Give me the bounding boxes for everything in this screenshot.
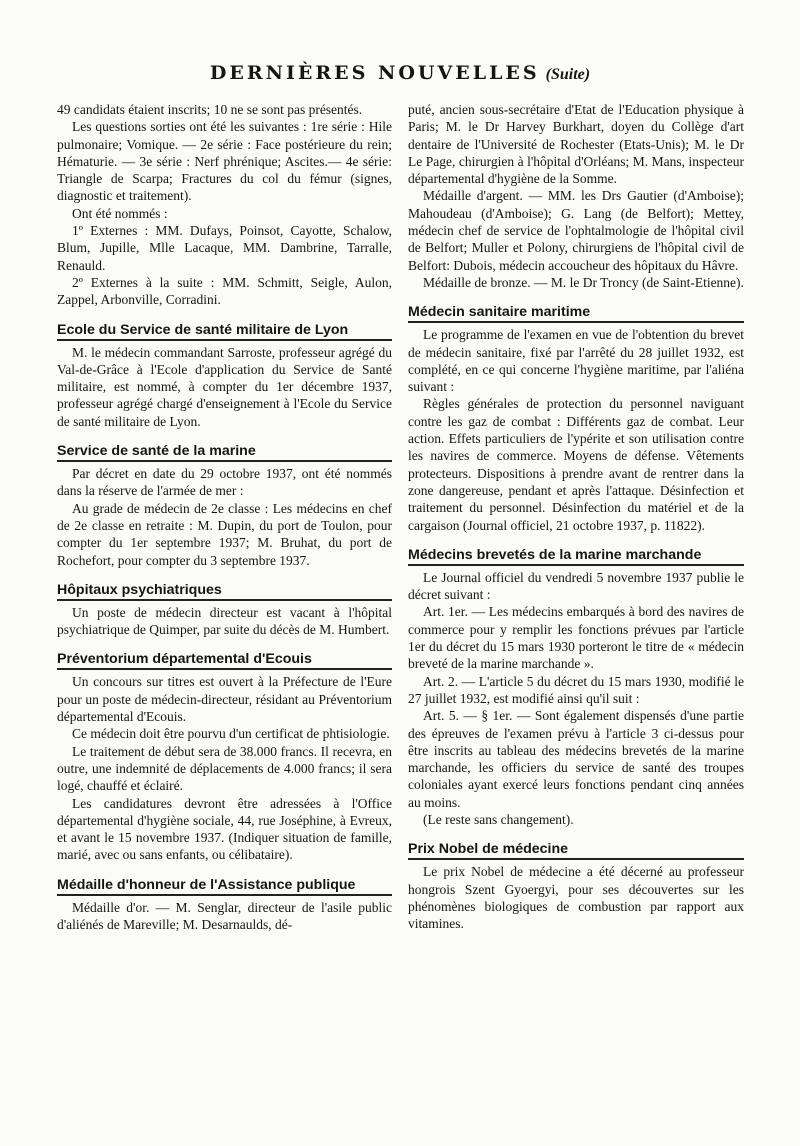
- paragraph: (Le reste sans changement).: [423, 811, 574, 827]
- section-hopitaux: [57, 581, 392, 639]
- paragraph: M. le médecin commandant Sarroste, professeur agrégé du Val-de-Grâce à l'Ecole d'application du Service de Santé militaire, est nommé, à compter du 1er décembre 1937, professeur agrégé chargé d'enseignement à l'Ecole du Service de santé militaire de Lyon.: [57, 344, 392, 429]
- section-brevetes: [408, 546, 744, 828]
- right-column: [408, 101, 744, 932]
- section-ecole-lyon: [57, 321, 392, 430]
- section-title: Préventorium départemental d'Ecouis: [57, 650, 392, 670]
- paragraph: Ont été nommés :: [72, 205, 168, 221]
- section-nobel: [408, 840, 744, 932]
- section-title: Service de santé de la marine: [57, 442, 392, 462]
- section-title: Médecins brevetés de la marine marchande: [408, 546, 744, 566]
- paragraph: Art. 5. — § 1er. — Sont également dispensés d'une partie des épreuves de l'examen prévu à l'article 3 ci-dessus pour être inscrits au tableau des médecins brevetés de la marine marchande, les officiers du service de santé des troupes coloniales ayant exercé leurs fonctions pendant cinq années au moins.: [408, 708, 744, 810]
- section-title: Hôpitaux psychiatriques: [57, 581, 392, 601]
- paragraph: puté, ancien sous-secrétaire d'Etat de l'Education physique à Paris; M. le Dr Harvey Burkhart, doyen du Collège d'art dentaire de l'Université de Rochester (Etats-Unis); M. le Dr Le Page, chirurgien à l'hôpital d'Orléans; M. Mans, inspecteur départemental d'hygiène de la Somme.: [408, 102, 744, 187]
- paragraph: Au grade de médecin de 2e classe : Les médecins en chef de 2e classe en retraite : M. Dupin, du port de Toulon, pour compter du 1er septembre 1937; M. Bruhat, du port de Rochefort, pour compter du 3 septembre 1937.: [57, 500, 392, 568]
- paragraph: Art. 1er. — Les médecins embarqués à bord des navires de commerce pour y remplir les fonctions prévues par l'article 1er du décret du 15 mars 1930 porteront le titre de « médecin breveté de la marine marchande ».: [408, 604, 744, 672]
- paragraph: Ce médecin doit être pourvu d'un certificat de phtisiologie.: [72, 726, 390, 742]
- section-medaille: [57, 876, 392, 934]
- paragraph: 2º Externes à la suite : MM. Schmitt, Seigle, Aulon, Zappel, Arbonville, Corradini.: [57, 274, 392, 308]
- paragraph: Les candidatures devront être adressées à l'Office départemental d'hygiène sociale, 44, rue Joséphine, à Evreux, et avant le 15 novembre 1937. (Indiquer situation de famille, marié, avec ou sans enfants, ou célibataire).: [57, 795, 392, 863]
- section-title: Prix Nobel de médecine: [408, 840, 744, 860]
- paragraph: 1º Externes : MM. Dufays, Poinsot, Cayotte, Schalow, Blum, Jupille, Mlle Lacaque, MM. Dambrine, Tarralle, Renauld.: [57, 223, 392, 273]
- paragraph: Médaille d'argent. — MM. les Drs Gautier (d'Amboise); Mahoudeau (d'Amboise); G. Lang (de Belfort); Mettey, médecin chef de service de l'ophtalmologie de l'hôpital civil de Belfort; Muller et Polony, chirurgiens de l'hôpital civil de Belfort: Dubois, médecin accoucheur des hôpitaux du Hâvre.: [408, 188, 744, 273]
- paragraph: Un concours sur titres est ouvert à la Préfecture de l'Eure pour un poste de médecin-directeur, résidant au Préventorium départemental d'Ecouis.: [57, 674, 392, 725]
- page-header: [0, 62, 800, 84]
- page-title: DERNIÈRES NOUVELLES: [209, 62, 540, 84]
- paragraph: Un poste de médecin directeur est vacant à l'hôpital psychiatrique de Quimper, par suite du décès de M. Humbert.: [57, 604, 392, 638]
- paragraph: Médaille de bronze. — M. le Dr Troncy (de Saint-Etienne).: [423, 274, 744, 290]
- paragraph: 49 candidats étaient inscrits; 10 ne se sont pas présentés.: [57, 102, 363, 117]
- section-preventorium: [57, 650, 392, 863]
- paragraph: Le prix Nobel de médecine a été décerné au professeur hongrois Szent Gyoergyi, pour ses découvertes sur les phénomènes biologiques de combustion par rapport aux vitamines.: [408, 864, 744, 932]
- paragraph: Les questions sorties ont été les suivantes : 1re série : Hile pulmonaire; Vomique. — 2e série : Face postérieure du rein; Hématurie. — 3e série : Nerf phrénique; Ascites.— 4e série: Triangle de Scarpa; Fractures du col du fémur (signes, diagnostic et traitement).: [57, 119, 392, 204]
- paragraph: Par décret en date du 29 octobre 1937, ont été nommés dans la réserve de l'armée de mer :: [57, 466, 392, 499]
- left-column: [57, 101, 392, 933]
- paragraph: Le Journal officiel du vendredi 5 novembre 1937 publie le décret suivant :: [408, 569, 744, 603]
- paragraph: Le programme de l'examen en vue de l'obtention du brevet de médecin sanitaire, fixé par l'arrêté du 28 juillet 1932, est complété, en ce qui concerne l'hygiène maritime, par l'aliéna suivant :: [408, 327, 744, 395]
- section-marine: [57, 442, 392, 569]
- paragraph: Art. 2. — L'article 5 du décret du 15 mars 1930, modifié le 27 juillet 1932, est modifié ainsi qu'il suit :: [408, 673, 744, 706]
- section-sanitaire-maritime: [408, 303, 744, 534]
- paragraph: Médaille d'or. — M. Senglar, directeur de l'asile public d'aliénés de Mareville; M. Desarnaulds, dé-: [57, 899, 392, 932]
- section-title: Médecin sanitaire maritime: [408, 303, 744, 323]
- section-title: Ecole du Service de santé militaire de Lyon: [57, 321, 392, 341]
- section-title: Médaille d'honneur de l'Assistance publique: [57, 876, 392, 896]
- paragraph: Règles générales de protection du personnel naviguant contre les gaz de combat : Différents gaz de combat. Leur action. Effets particuliers de l'ypérite et son utilisation contre les navires de commerce. Moyens de défense. Vêtements protecteurs. Dispositions à prendre avant de rentrer dans la zone dangereuse, pendant et après l'attaque. Désinfection et traitement du personnel. Désinfection du matériel et de la cargaison (Journal officiel, 21 octobre 1937, p. 11822).: [408, 396, 744, 533]
- page-title-suite: (Suite): [545, 66, 591, 83]
- paragraph: Le traitement de début sera de 38.000 francs. Il recevra, en outre, une indemnité de déplacements de 4.000 francs; il sera logé, chauffé et éclairé.: [57, 743, 392, 794]
